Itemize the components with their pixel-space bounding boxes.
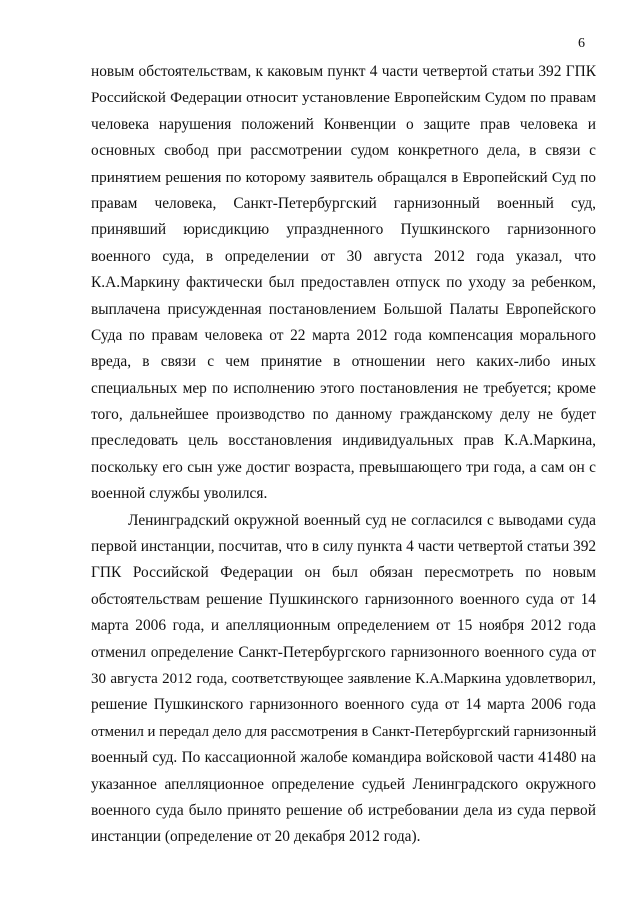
text-line: ГПК Российской Федерации он был обязан пересмотреть по новым — [91, 564, 596, 582]
text-line: первой инстанции, посчитав, что в силу пункта 4 части четвертой статьи 392 — [91, 538, 597, 556]
text-line: военной службы уволился. — [91, 485, 268, 503]
text-line: преследовать цель восстановления индивидуальных прав К.А.Маркина, — [91, 432, 596, 450]
text-line: инстанции (определение от 20 декабря 2012 года). — [91, 828, 421, 846]
text-line: военный суд. По кассационной жалобе командира войсковой части 41480 на — [91, 749, 596, 767]
text-line: выплачена присужденная постановлением Большой Палаты Европейского — [91, 300, 596, 318]
text-line: указанное апелляционное определение судьей Ленинградского окружного — [91, 775, 596, 793]
text-line: решение Пушкинского гарнизонного военного суда от 14 марта 2006 года — [91, 696, 596, 714]
text-line: основных свобод при рассмотрении судом конкретного дела, в связи с — [91, 142, 596, 160]
text-line: Российской Федерации относит установление Европейским Судом по правам — [91, 89, 596, 107]
text-line: того, дальнейшее производство по данному гражданскому делу не будет — [91, 406, 596, 424]
text-line: марта 2006 года, и апелляционным определением от 15 ноября 2012 года — [91, 617, 596, 635]
text-line: вреда, в связи с чем принятие в отношении него каких-либо иных — [91, 353, 596, 371]
text-line: обстоятельствам решение Пушкинского гарнизонного военного суда от 14 — [91, 590, 596, 608]
text-line: К.А.Маркину фактически был предоставлен отпуск по уходу за ребенком, — [91, 274, 596, 292]
document-body — [91, 59, 596, 851]
page-number: 6 — [578, 36, 585, 51]
text-line: военного суда, в определении от 30 августа 2012 года указал, что — [91, 247, 596, 265]
text-line: специальных мер по исполнению этого постановления не требуется; кроме — [91, 379, 596, 397]
text-line: отменил и передал дело для рассмотрения в Санкт-Петербургский гарнизонный — [91, 723, 597, 740]
text-line: принятием решения по которому заявитель обращался в Европейский Суд по — [91, 168, 596, 186]
text-line: 30 августа 2012 года, соответствующее заявление К.А.Маркина удовлетворил, — [91, 670, 596, 687]
text-line: новым обстоятельствам, к каковым пункт 4 части четвертой статьи 392 ГПК — [91, 63, 596, 80]
paragraph-1 — [91, 59, 596, 508]
text-line: Суда по правам человека от 22 марта 2012 года компенсация морального — [91, 326, 596, 344]
text-line: военного суда было принято решение об истребовании дела из суда первой — [91, 801, 596, 819]
text-line: Ленинградский окружной военный суд не согласился с выводами суда — [128, 511, 596, 529]
text-line: правам человека, Санкт-Петербургский гарнизонный военный суд, — [91, 194, 596, 212]
text-line: человека нарушения положений Конвенции о защите прав человека и — [91, 115, 596, 133]
text-line: отменил определение Санкт-Петербургского гарнизонного военного суда от — [91, 643, 596, 661]
text-line: поскольку его сын уже достиг возраста, превышающего три года, а сам он с — [91, 458, 596, 476]
paragraph-2 — [91, 508, 596, 851]
text-line: принявший юрисдикцию упраздненного Пушкинского гарнизонного — [91, 221, 596, 239]
